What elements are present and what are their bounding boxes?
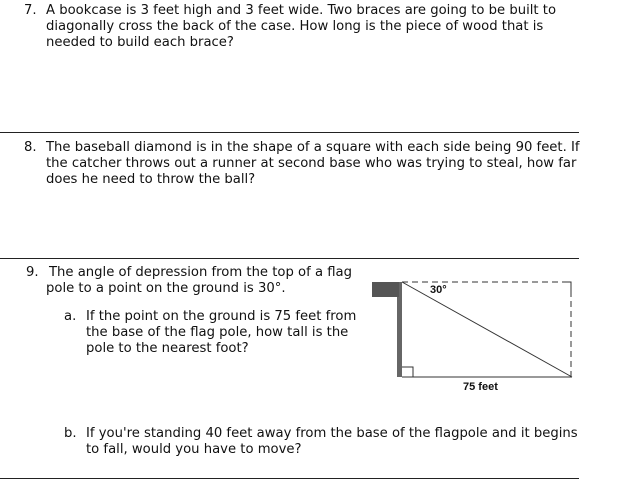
- divider-3: [0, 478, 579, 479]
- q7-number: 7.: [24, 3, 37, 18]
- q7-text-line-2: diagonally cross the back of the case. How long is the piece of wood that is: [46, 19, 544, 34]
- line-of-sight: [402, 282, 572, 377]
- q9a-text-line-3: pole to the nearest foot?: [86, 341, 249, 356]
- right-angle-marker: [402, 367, 413, 377]
- q9b-text-line-2: to fall, would you have to move?: [86, 442, 302, 457]
- base-length-label: 75 feet: [463, 381, 498, 393]
- q7-text-line-3: needed to build each brace?: [46, 35, 234, 50]
- q9-text-line-1: The angle of depression from the top of a flag: [49, 265, 352, 280]
- flag: [372, 282, 399, 297]
- q9b-label: b.: [64, 426, 77, 441]
- q8-text-line-2: the catcher throws out a runner at second base who was trying to steal, how far: [46, 156, 577, 171]
- q9b-text-line-1: If you're standing 40 feet away from the base of the flagpole and it begins: [86, 426, 578, 441]
- q7-text-line-1: A bookcase is 3 feet high and 3 feet wide. Two braces are going to be built to: [46, 3, 557, 18]
- q8-text-line-1: The baseball diamond is in the shape of a square with each side being 90 feet. If: [46, 140, 580, 155]
- angle-label: 30°: [430, 284, 447, 296]
- q8-text-line-3: does he need to throw the ball?: [46, 172, 256, 187]
- q9a-text-line-2: the base of the flag pole, how tall is the: [86, 325, 349, 340]
- q9a-text-line-1: If the point on the ground is 75 feet from: [86, 309, 357, 324]
- q9a-label: a.: [64, 309, 77, 324]
- q9-text-line-2: pole to a point on the ground is 30°.: [46, 281, 286, 296]
- q9-number: 9.: [26, 265, 39, 280]
- q8-number: 8.: [24, 140, 37, 155]
- corner-marker: [562, 282, 571, 291]
